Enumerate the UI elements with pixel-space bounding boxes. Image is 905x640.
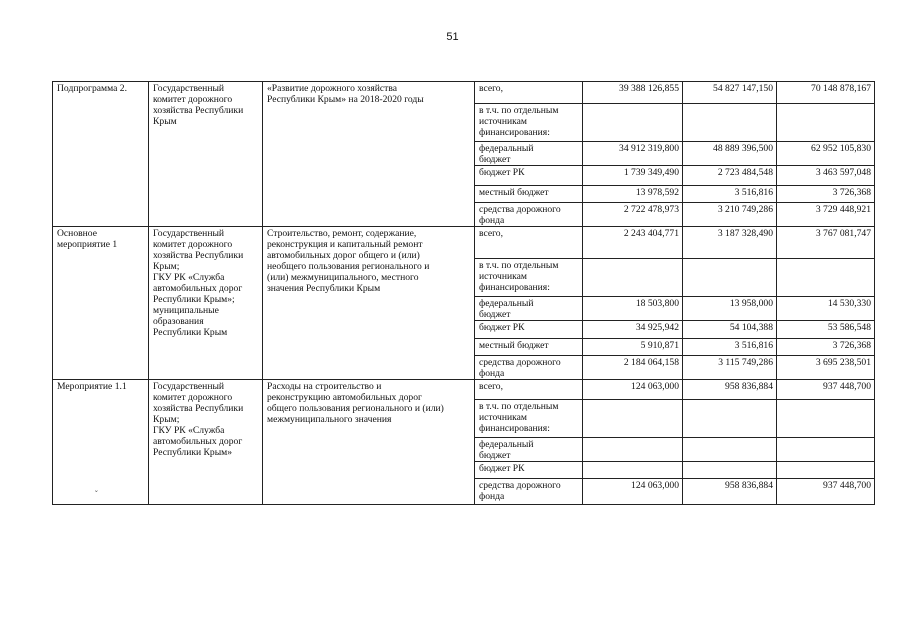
- activity-name-line: общего пользования регионального и (или): [267, 403, 444, 414]
- amount-year-2018: [583, 104, 683, 142]
- executor-line: хозяйства Республики: [153, 250, 244, 261]
- funding-source-line: финансирования:: [479, 282, 550, 293]
- amount-year-2018: 18 503,800: [583, 297, 683, 321]
- program-label: Мероприятие 1.1: [53, 380, 149, 505]
- amount-year-2020: [777, 259, 875, 297]
- executor-line: ГКУ РК «Служба: [153, 425, 225, 436]
- amount-year-2019: 2 723 484,548: [683, 166, 777, 186]
- funding-source-cell: [475, 356, 583, 380]
- funding-source-line: в т.ч. по отдельным: [479, 105, 559, 116]
- funding-source-cell: [475, 82, 583, 104]
- activity-name-line: Строительство, ремонт, содержание,: [267, 228, 417, 239]
- executor-cell: [149, 380, 263, 505]
- amount-year-2020: 937 448,700: [777, 479, 875, 505]
- funding-source-cell: [475, 321, 583, 339]
- funding-source-line: местный бюджет: [479, 187, 549, 198]
- funding-source-cell: [475, 479, 583, 505]
- executor-line: Крым;: [153, 261, 180, 272]
- funding-source-cell: [475, 400, 583, 438]
- amount-year-2018: 2 722 478,973: [583, 203, 683, 227]
- amount-year-2019: [683, 462, 777, 479]
- amount-year-2019: 54 104,388: [683, 321, 777, 339]
- executor-line: Республики Крым: [153, 327, 228, 338]
- amount-year-2018: 2 184 064,158: [583, 356, 683, 380]
- amount-year-2018: 34 912 319,800: [583, 142, 683, 166]
- activity-name-line: Расходы на строительство и: [267, 381, 382, 392]
- amount-year-2018: [583, 259, 683, 297]
- executor-line: Крым;: [153, 414, 180, 425]
- amount-year-2018: [583, 462, 683, 479]
- amount-year-2018: 124 063,000: [583, 380, 683, 400]
- page-number: 51: [446, 31, 459, 43]
- funding-source-line: финансирования:: [479, 127, 550, 138]
- amount-year-2019: 54 827 147,150: [683, 82, 777, 104]
- funding-source-cell: [475, 166, 583, 186]
- amount-year-2018: 39 388 126,855: [583, 82, 683, 104]
- funding-source-cell: [475, 297, 583, 321]
- amount-year-2018: 2 243 404,771: [583, 227, 683, 259]
- amount-year-2019: 958 836,884: [683, 380, 777, 400]
- executor-line: комитет дорожного: [153, 239, 233, 250]
- funding-source-cell: [475, 380, 583, 400]
- amount-year-2020: 3 767 081,747: [777, 227, 875, 259]
- amount-year-2019: [683, 259, 777, 297]
- funding-source-cell: [475, 462, 583, 479]
- scan-mark: ˘: [95, 489, 98, 498]
- activity-name-line: (или) межмуниципального, местного: [267, 272, 419, 283]
- program-label: Подпрограмма 2.: [53, 82, 149, 227]
- amount-year-2020: 3 726,368: [777, 339, 875, 356]
- executor-cell: [149, 82, 263, 227]
- funding-source-line: бюджет: [479, 450, 511, 461]
- amount-year-2020: 3 463 597,048: [777, 166, 875, 186]
- amount-year-2020: 3 729 448,921: [777, 203, 875, 227]
- amount-year-2019: 13 958,000: [683, 297, 777, 321]
- funding-source-line: всего,: [479, 83, 503, 94]
- executor-line: Государственный: [153, 83, 225, 94]
- funding-source-cell: [475, 104, 583, 142]
- funding-source-line: бюджет РК: [479, 167, 525, 178]
- funding-source-cell: [475, 438, 583, 462]
- amount-year-2018: 5 910,871: [583, 339, 683, 356]
- funding-source-line: финансирования:: [479, 423, 550, 434]
- amount-year-2020: 3 695 238,501: [777, 356, 875, 380]
- table-row: [53, 380, 875, 400]
- funding-source-line: бюджет: [479, 309, 511, 320]
- activity-name-line: Республики Крым» на 2018-2020 годы: [267, 94, 424, 105]
- funding-source-line: бюджет РК: [479, 322, 525, 333]
- amount-year-2020: 937 448,700: [777, 380, 875, 400]
- executor-line: Государственный: [153, 228, 225, 239]
- funding-source-line: федеральный: [479, 439, 534, 450]
- amount-year-2019: 3 210 749,286: [683, 203, 777, 227]
- executor-line: Республики Крым»;: [153, 294, 235, 305]
- funding-source-line: источникам: [479, 271, 527, 282]
- activity-name-line: «Развитие дорожного хозяйства: [267, 83, 397, 94]
- funding-source-line: фонда: [479, 491, 505, 502]
- executor-line: муниципальные: [153, 305, 219, 316]
- funding-source-line: фонда: [479, 368, 505, 379]
- activity-name-line: межмуниципального значения: [267, 414, 392, 425]
- amount-year-2018: 13 978,592: [583, 186, 683, 203]
- amount-year-2019: 3 516,816: [683, 186, 777, 203]
- amount-year-2018: 124 063,000: [583, 479, 683, 505]
- funding-source-line: средства дорожного: [479, 204, 561, 215]
- amount-year-2020: [777, 438, 875, 462]
- executor-line: Республики Крым»: [153, 447, 233, 458]
- program-label: Основное мероприятие 1: [53, 227, 149, 380]
- funding-source-line: всего,: [479, 228, 503, 239]
- funding-source-cell: [475, 227, 583, 259]
- amount-year-2019: 3 187 328,490: [683, 227, 777, 259]
- funding-source-line: источникам: [479, 116, 527, 127]
- funding-source-line: федеральный: [479, 298, 534, 309]
- amount-year-2018: 1 739 349,490: [583, 166, 683, 186]
- budget-table: [52, 81, 875, 505]
- funding-source-cell: [475, 186, 583, 203]
- amount-year-2020: [777, 400, 875, 438]
- amount-year-2019: 3 516,816: [683, 339, 777, 356]
- amount-year-2020: 70 148 878,167: [777, 82, 875, 104]
- amount-year-2018: [583, 438, 683, 462]
- executor-line: хозяйства Республики: [153, 105, 244, 116]
- funding-source-line: средства дорожного: [479, 357, 561, 368]
- funding-source-line: бюджет РК: [479, 463, 525, 474]
- table-row: [53, 227, 875, 259]
- table-row: [53, 82, 875, 104]
- executor-line: Государственный: [153, 381, 225, 392]
- amount-year-2019: [683, 438, 777, 462]
- activity-name-cell: [263, 227, 475, 380]
- funding-source-line: всего,: [479, 381, 503, 392]
- amount-year-2019: 958 836,884: [683, 479, 777, 505]
- executor-line: автомобильных дорог: [153, 436, 243, 447]
- amount-year-2020: 62 952 105,830: [777, 142, 875, 166]
- funding-source-line: источникам: [479, 412, 527, 423]
- funding-source-cell: [475, 142, 583, 166]
- amount-year-2020: 53 586,548: [777, 321, 875, 339]
- activity-name-cell: [263, 82, 475, 227]
- activity-name-line: реконструкция и капитальный ремонт: [267, 239, 423, 250]
- executor-line: хозяйства Республики: [153, 403, 244, 414]
- funding-source-line: местный бюджет: [479, 340, 549, 351]
- executor-cell: [149, 227, 263, 380]
- funding-source-line: фонда: [479, 215, 505, 226]
- amount-year-2018: [583, 400, 683, 438]
- amount-year-2019: 3 115 749,286: [683, 356, 777, 380]
- executor-line: ГКУ РК «Служба: [153, 272, 225, 283]
- funding-source-line: в т.ч. по отдельным: [479, 401, 559, 412]
- amount-year-2019: 48 889 396,500: [683, 142, 777, 166]
- executor-line: комитет дорожного: [153, 392, 233, 403]
- amount-year-2020: 3 726,368: [777, 186, 875, 203]
- amount-year-2018: 34 925,942: [583, 321, 683, 339]
- funding-source-cell: [475, 339, 583, 356]
- activity-name-line: значения Республики Крым: [267, 283, 381, 294]
- executor-line: комитет дорожного: [153, 94, 233, 105]
- funding-source-cell: [475, 203, 583, 227]
- amount-year-2019: [683, 104, 777, 142]
- funding-source-line: бюджет: [479, 154, 511, 165]
- funding-source-line: в т.ч. по отдельным: [479, 260, 559, 271]
- amount-year-2020: 14 530,330: [777, 297, 875, 321]
- executor-line: Крым: [153, 116, 177, 127]
- activity-name-line: необщего пользования регионального и: [267, 261, 430, 272]
- amount-year-2020: [777, 462, 875, 479]
- activity-name-line: автомобильных дорог общего и (или): [267, 250, 420, 261]
- funding-source-line: федеральный: [479, 143, 534, 154]
- amount-year-2020: [777, 104, 875, 142]
- activity-name-line: реконструкцию автомобильных дорог: [267, 392, 422, 403]
- funding-source-cell: [475, 259, 583, 297]
- funding-source-line: средства дорожного: [479, 480, 561, 491]
- executor-line: образования: [153, 316, 204, 327]
- activity-name-cell: [263, 380, 475, 505]
- amount-year-2019: [683, 400, 777, 438]
- executor-line: автомобильных дорог: [153, 283, 243, 294]
